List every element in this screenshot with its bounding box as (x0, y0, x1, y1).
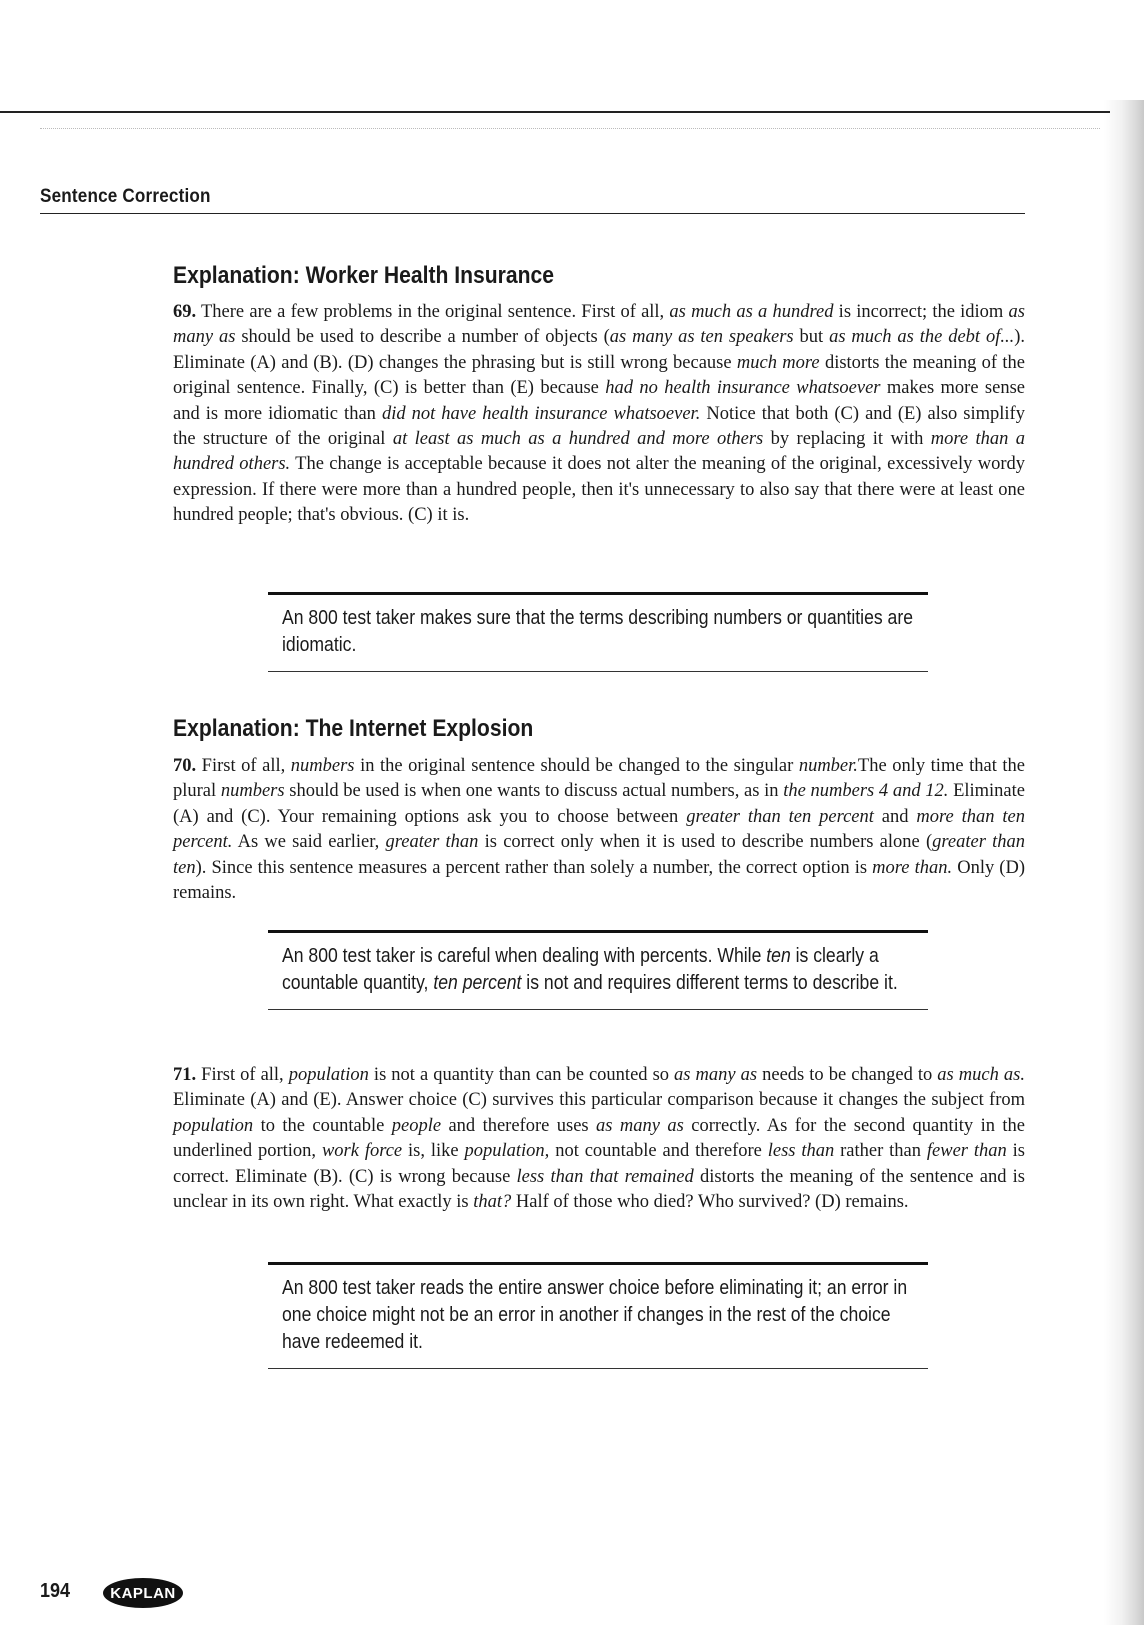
tip-box-1 (268, 592, 928, 672)
running-header: Sentence Correction (40, 186, 211, 207)
tip-box-3 (268, 1262, 928, 1369)
scan-speckle (40, 128, 1100, 131)
header-rule (40, 213, 1025, 214)
tip-box-2 (268, 930, 928, 1010)
tip-text-1: An 800 test taker makes sure that the terms describing numbers or quantities are idiomatic. (282, 607, 913, 656)
tip-text-2: An 800 test taker is careful when dealing with percents. While ten is clearly a countable quantity, ten percent is not and requires different terms to describe it. (282, 945, 898, 994)
section-title-worker-health: Explanation: Worker Health Insurance (173, 262, 555, 289)
paragraph-69: 69. There are a few problems in the original sentence. First of all, as much as a hundred is incorrect; the idiom as many as should be used to describe a number of objects (as many as ten speakers but as much as the debt of...). Eliminate (A) and (B). (D) changes the phrasing but is still wrong because much more distorts the meaning of the original sentence. Finally, (C) is better than (E) because had no health insurance whatsoever makes more sense and is more idiomatic than did not have health insurance whatsoever. Notice that both (C) and (E) also simplify the structure of the original at least as much as a hundred and more others by replacing it with more than a hundred others. The change is acceptable because it does not alter the meaning of the original, excessively wordy expression. If there were more than a hundred people, then it's unnecessary to also say that there were at least one hundred people; that's obvious. (C) it is. (173, 302, 1026, 526)
kaplan-logo (103, 1578, 183, 1608)
scan-edge-shadow (1104, 100, 1144, 1625)
logo-text: KAPLAN (110, 1584, 176, 1602)
tip-text-3: An 800 test taker reads the entire answer choice before eliminating it; an error in one choice might not be an error in another if changes in the rest of the choice have redeemed it. (282, 1277, 908, 1353)
paragraph-70: 70. First of all, numbers in the original sentence should be changed to the singular number.The only time that the plural numbers should be used is when one wants to discuss actual numbers, as in the numbers 4 and 12. Eliminate (A) and (C). Your remaining options ask you to choose between greater than ten percent and more than ten percent. As we said earlier, greater than is correct only when it is used to describe numbers alone (greater than ten). Since this sentence measures a percent rather than solely a number, the correct option is more than. Only (D) remains. (173, 756, 1026, 904)
top-rule (0, 111, 1110, 113)
section-title-internet-explosion: Explanation: The Internet Explosion (173, 715, 534, 742)
page-number: 194 (40, 1580, 71, 1602)
paragraph-71: 71. First of all, population is not a quantity than can be counted so as many as needs to be changed to as much as. Eliminate (A) and (E). Answer choice (C) survives this particular comparison because it changes the subject from population to the countable people and therefore uses as many as correctly. As for the second quantity in the underlined portion, work force is, like population, not countable and therefore less than rather than fewer than is correct. Eliminate (B). (C) is wrong because less than that remained distorts the meaning of the sentence and is unclear in its own right. What exactly is that? Half of those who died? Who survived? (D) remains. (173, 1065, 1025, 1213)
